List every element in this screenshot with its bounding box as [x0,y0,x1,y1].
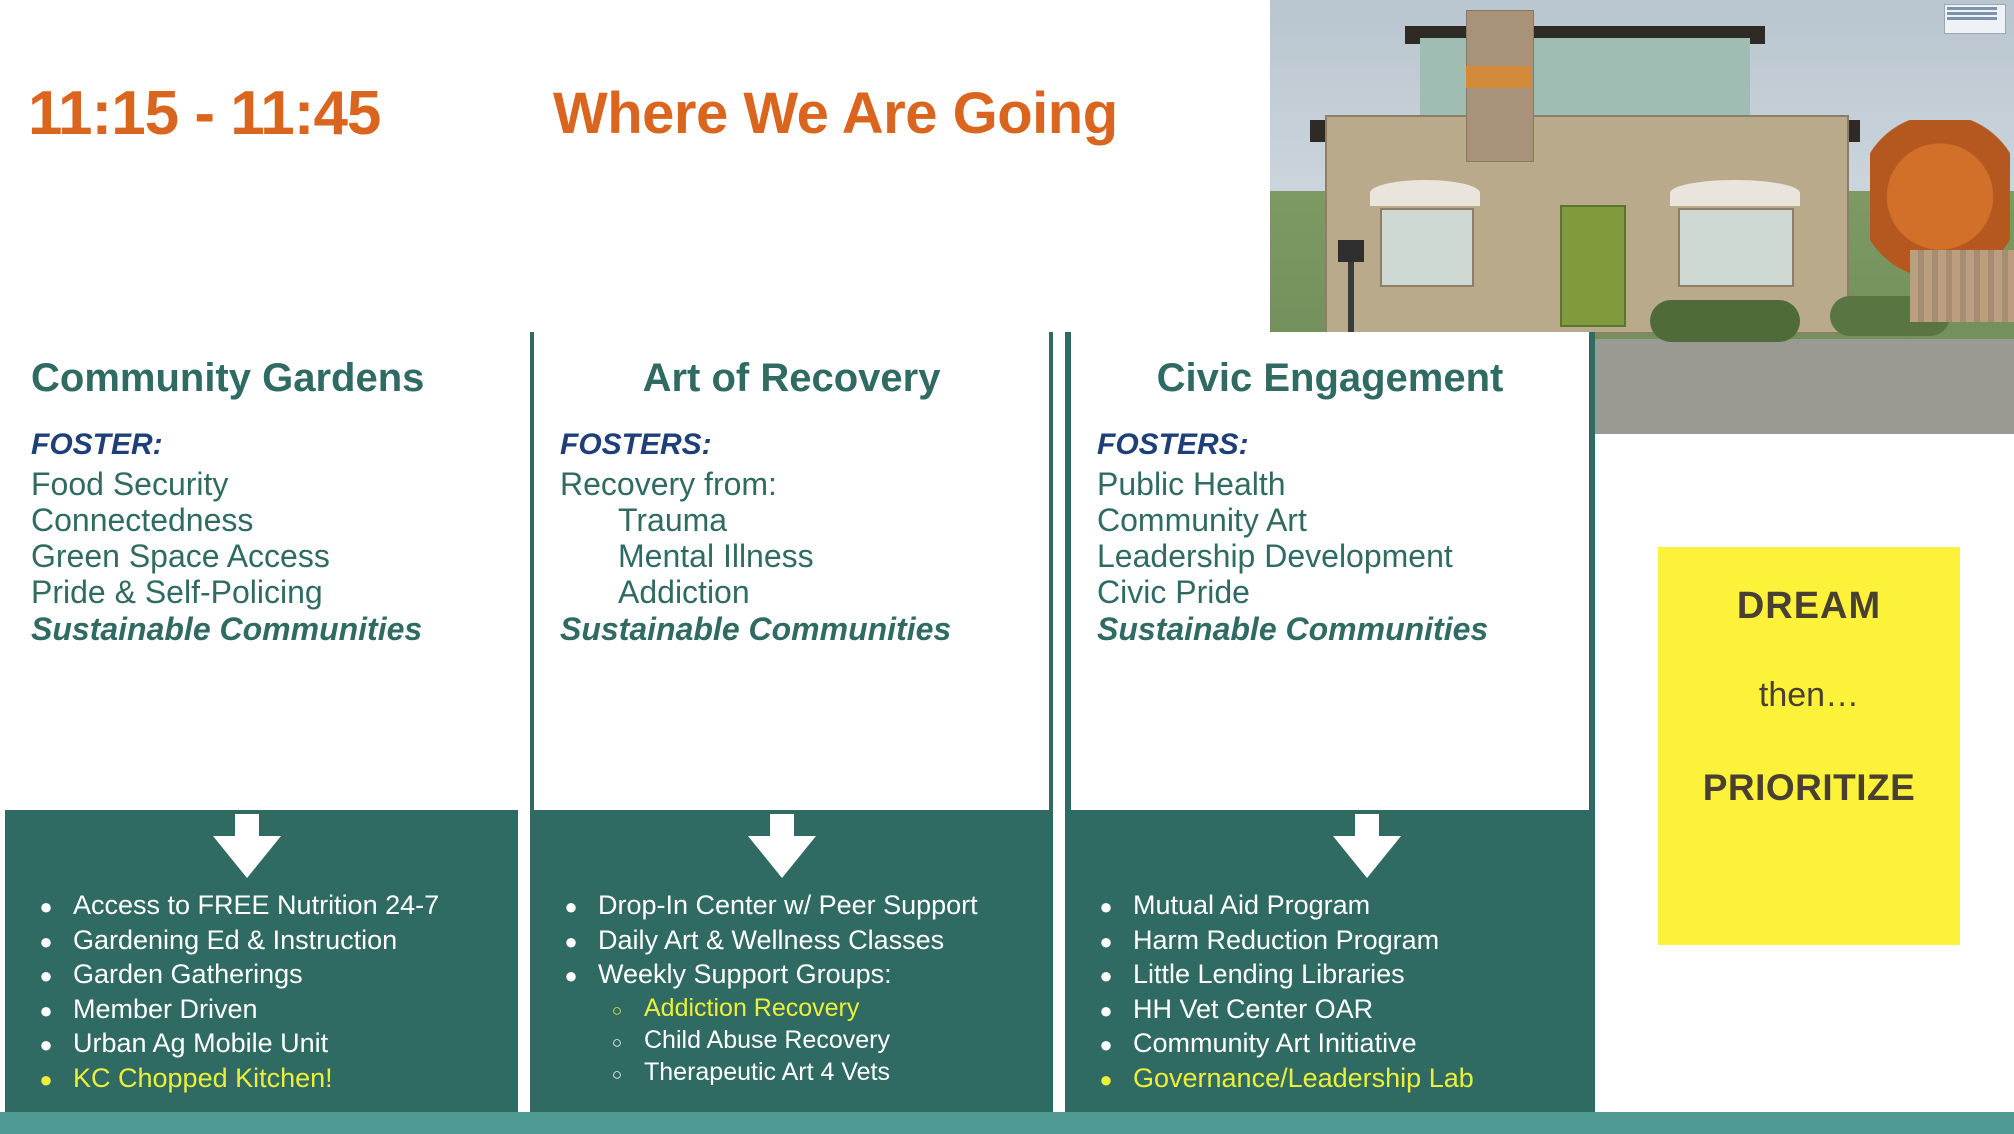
list-item-label: Garden Gatherings [73,959,303,990]
list-item [19,923,504,958]
column-civic-engagement [1065,332,1595,1134]
card-community-gardens [5,332,518,810]
dream-label: DREAM [1736,585,1882,627]
bullet-list [5,888,518,1095]
fosters-line: Connectedness [31,502,254,539]
column-community-gardens [5,332,518,1134]
bullet-circle-icon: ○ [611,1000,623,1020]
list-item-label: Community Art Initiative [1133,1028,1417,1059]
lamp-head [1338,240,1364,262]
list-item [19,1061,504,1096]
fosters-line: Leadership Development [1097,538,1453,575]
list-item [19,888,504,923]
bullet-dot-icon: ● [1099,997,1113,1023]
list-item-label: Little Lending Libraries [1133,959,1405,990]
dream-prioritize-callout [1658,547,1960,945]
prioritize-label: PRIORITIZE [1702,767,1916,808]
list-item-label: HH Vet Center OAR [1133,993,1374,1024]
awning-left [1370,180,1480,206]
bullet-dot-icon: ● [39,928,53,954]
list-item [1079,888,1581,923]
bullet-dot-icon: ● [1099,1066,1113,1092]
list-item [544,923,1039,958]
card-title: Community Gardens [31,356,425,400]
fosters-footer: Sustainable Communities [560,610,952,647]
list-item-label: Daily Art & Wellness Classes [598,924,945,955]
bullet-dot-icon: ● [1099,963,1113,989]
bullet-dot-icon: ● [39,963,53,989]
list-item [1079,957,1581,992]
bullet-dot-icon: ● [39,1066,53,1092]
list-item [544,992,1039,1024]
awning-right [1670,180,1800,206]
bullet-dot-icon: ● [1099,1032,1113,1058]
bullet-dot-icon: ● [1099,894,1113,919]
header-time: 11:15 - 11:45 [28,79,381,148]
fosters-label: FOSTER: [31,428,163,461]
list-item-label: Therapeutic Art 4 Vets [644,1057,890,1086]
fosters-line: Trauma [618,502,728,539]
list-item-label: Access to FREE Nutrition 24-7 [73,890,440,920]
fence [1910,250,2014,322]
list-item-label: Gardening Ed & Instruction [73,924,398,955]
bullet-dot-icon: ● [564,928,578,954]
window-right [1678,208,1794,287]
fosters-line: Mental Illness [618,538,814,575]
card-title: Art of Recovery [642,356,941,400]
fosters-label: FOSTERS: [1097,428,1249,461]
list-item-label: Harm Reduction Program [1133,924,1440,955]
card-title: Civic Engagement [1156,356,1504,400]
column-art-of-recovery [530,332,1053,1134]
fosters-line: Addiction [618,574,750,611]
list-item-label: Weekly Support Groups: [598,959,892,990]
fosters-line: Civic Pride [1097,574,1250,611]
accent-band [1466,66,1532,88]
list-item [1079,992,1581,1027]
bullet-dot-icon: ● [39,894,53,919]
fosters-line: Food Security [31,466,229,502]
list-item [544,888,1039,923]
bullet-dot-icon: ● [39,1032,53,1058]
bullet-dot-icon: ● [564,963,578,989]
fosters-line: Recovery from: [560,466,777,502]
list-item-label: Mutual Aid Program [1133,890,1371,920]
fosters-footer: Sustainable Communities [1097,610,1489,647]
entry-door [1560,205,1626,327]
list-item [1079,1026,1581,1061]
list-item-label: Governance/Leadership Lab [1133,1062,1474,1093]
window-left [1380,208,1474,287]
fosters-footer: Sustainable Communities [31,610,423,647]
list-item-label: Urban Ag Mobile Unit [73,1028,329,1059]
list-item [1079,923,1581,958]
bullet-dot-icon: ● [1099,928,1113,954]
card-civic-engagement [1071,332,1589,810]
bullet-circle-icon: ○ [611,1064,623,1084]
card-art-of-recovery [534,332,1049,810]
list-item-label: Drop-In Center w/ Peer Support [598,890,978,920]
then-label: then… [1758,676,1860,714]
list-item-label: KC Chopped Kitchen! [73,1062,333,1093]
bullet-dot-icon: ● [39,997,53,1023]
fosters-line: Pride & Self-Policing [31,574,323,611]
bullet-list [1065,888,1595,1095]
list-item-label: Child Abuse Recovery [644,1025,890,1054]
list-item [19,957,504,992]
slide-thumbnail-overlay [1944,4,2006,34]
bullet-circle-icon: ○ [611,1032,623,1052]
list-item [1079,1061,1581,1096]
bottom-accent-strip [0,1112,2014,1134]
list-item [544,957,1039,992]
fosters-line: Green Space Access [31,538,330,575]
fosters-label: FOSTERS: [560,428,712,461]
list-item [544,1056,1039,1088]
list-item [19,1026,504,1061]
fosters-line: Public Health [1097,466,1286,502]
list-item-label: Addiction Recovery [644,993,860,1022]
list-item [544,1024,1039,1056]
list-item-label: Member Driven [73,993,258,1024]
slide-header [0,0,1270,330]
fosters-line: Community Art [1097,502,1307,539]
bullet-list [530,888,1053,1088]
list-item [19,992,504,1027]
photo-edge-filler [1596,332,2014,434]
page-title: Where We Are Going [553,81,1118,146]
bullet-dot-icon: ● [564,894,578,919]
